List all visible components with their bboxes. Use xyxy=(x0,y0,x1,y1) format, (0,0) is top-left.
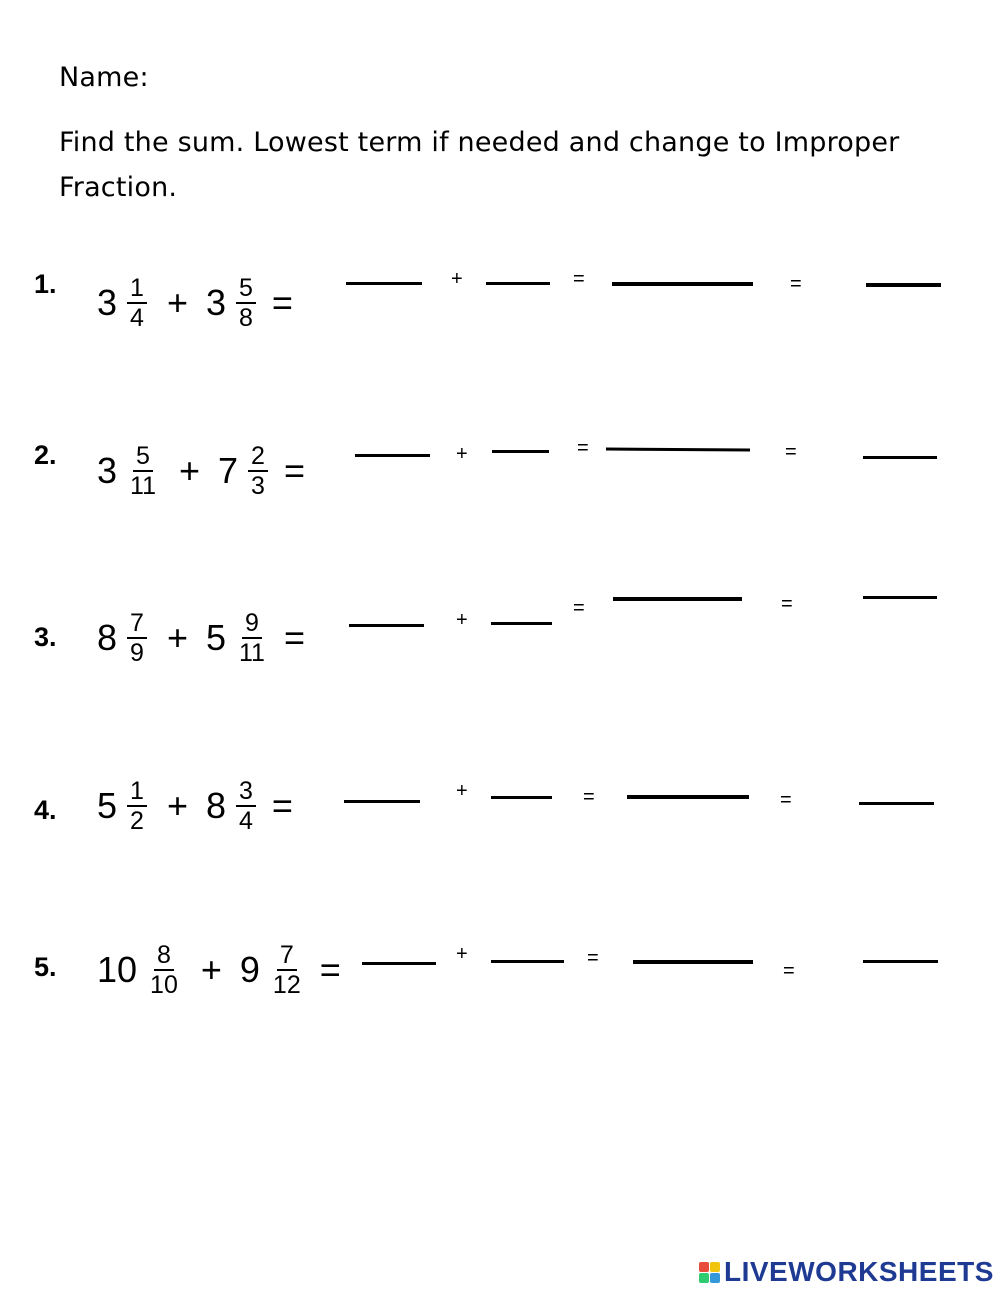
plus-sign: + xyxy=(166,617,188,658)
plus-sign: + xyxy=(456,609,468,631)
whole-number: 7 xyxy=(218,450,239,491)
whole-number: 9 xyxy=(239,949,260,990)
problem-5 xyxy=(0,932,1000,1032)
numerator: 1 xyxy=(127,275,147,304)
equals-sign: = xyxy=(790,273,802,295)
numerator: 7 xyxy=(277,942,297,971)
problem-3 xyxy=(0,592,1000,692)
problem-expression xyxy=(97,610,305,666)
denominator: 4 xyxy=(239,807,253,835)
logo-square xyxy=(699,1273,709,1283)
problem-expression xyxy=(97,942,341,998)
numerator: 2 xyxy=(248,443,268,472)
answer-blank[interactable] xyxy=(863,960,938,963)
plus-sign: + xyxy=(178,450,201,491)
denominator: 11 xyxy=(239,639,265,667)
answer-blank[interactable] xyxy=(491,796,552,799)
plus-sign: + xyxy=(456,943,468,965)
fraction xyxy=(127,275,147,331)
equals-sign: = xyxy=(573,268,585,290)
equals-sign: = xyxy=(577,437,589,459)
answer-blank[interactable] xyxy=(491,622,552,625)
denominator: 12 xyxy=(272,971,301,999)
denominator: 10 xyxy=(150,971,178,999)
fraction xyxy=(127,778,147,834)
problem-expression xyxy=(97,275,293,331)
numerator: 1 xyxy=(127,778,147,807)
problem-number: 3. xyxy=(34,622,57,652)
equals-sign: = xyxy=(283,450,305,491)
answer-blank[interactable] xyxy=(355,454,430,457)
whole-number: 10 xyxy=(97,949,138,990)
equals-sign: = xyxy=(583,786,595,808)
numerator: 3 xyxy=(236,778,256,807)
denominator: 3 xyxy=(251,472,265,500)
whole-number: 8 xyxy=(97,617,118,658)
whole-number: 5 xyxy=(97,785,118,826)
problem-expression xyxy=(97,778,293,834)
answer-blank[interactable] xyxy=(492,450,549,453)
answer-blank[interactable] xyxy=(627,795,749,799)
denominator: 4 xyxy=(130,304,144,332)
numerator: 5 xyxy=(236,275,256,304)
numerator: 8 xyxy=(154,942,174,971)
whole-number: 3 xyxy=(97,450,118,491)
fraction xyxy=(127,610,147,666)
answer-blank[interactable] xyxy=(633,960,753,964)
answer-blank[interactable] xyxy=(859,802,934,805)
equals-sign: = xyxy=(780,789,792,811)
problem-number: 4. xyxy=(34,795,57,825)
logo-icon xyxy=(699,1262,720,1283)
whole-number: 3 xyxy=(97,282,118,323)
answer-blank[interactable] xyxy=(362,962,436,965)
logo-square xyxy=(699,1262,709,1272)
fraction xyxy=(127,443,159,499)
whole-number: 8 xyxy=(205,785,226,826)
plus-sign: + xyxy=(200,949,222,990)
logo-square xyxy=(710,1262,720,1272)
equals-sign: = xyxy=(271,282,293,323)
denominator: 8 xyxy=(239,304,253,332)
fraction xyxy=(236,610,268,666)
problem-number: 2. xyxy=(34,440,57,470)
plus-sign: + xyxy=(456,443,468,465)
denominator: 11 xyxy=(130,472,156,500)
answer-blank[interactable] xyxy=(612,282,753,286)
liveworksheets-logo xyxy=(699,1256,994,1288)
answer-blank[interactable] xyxy=(606,447,750,451)
equals-sign: = xyxy=(283,617,305,658)
numerator: 7 xyxy=(127,610,147,639)
answer-blank[interactable] xyxy=(349,624,424,627)
problem-4 xyxy=(0,768,1000,868)
problem-number: 1. xyxy=(34,269,57,299)
whole-number: 3 xyxy=(205,282,226,323)
denominator: 2 xyxy=(130,807,144,835)
fraction xyxy=(236,778,256,834)
problem-2 xyxy=(0,428,1000,528)
instructions: Find the sum. Lowest term if needed and change to Improper Fraction. xyxy=(59,127,900,203)
answer-blank[interactable] xyxy=(863,456,937,459)
equals-sign: = xyxy=(319,949,341,990)
equals-sign: = xyxy=(587,947,599,969)
logo-text: LIVEWORKSHEETS xyxy=(724,1256,994,1287)
equals-sign: = xyxy=(573,597,585,619)
logo-square xyxy=(710,1273,720,1283)
plus-sign: + xyxy=(166,282,188,323)
answer-blank[interactable] xyxy=(613,597,742,601)
problem-expression xyxy=(97,443,305,499)
answer-blank[interactable] xyxy=(344,800,420,803)
name-label: Name: xyxy=(59,62,149,93)
plus-sign: + xyxy=(166,785,188,826)
answer-blank[interactable] xyxy=(346,282,422,285)
answer-blank[interactable] xyxy=(863,596,937,599)
numerator: 9 xyxy=(242,610,262,639)
answer-blank[interactable] xyxy=(491,960,564,963)
equals-sign: = xyxy=(781,593,793,615)
problem-1 xyxy=(0,255,1000,355)
equals-sign: = xyxy=(785,441,797,463)
equals-sign: = xyxy=(271,785,293,826)
fraction xyxy=(236,275,256,331)
problem-number: 5. xyxy=(34,952,57,982)
plus-sign: + xyxy=(451,268,463,290)
whole-number: 5 xyxy=(205,617,226,658)
answer-blank[interactable] xyxy=(486,282,550,285)
denominator: 9 xyxy=(130,639,144,667)
numerator: 5 xyxy=(133,443,153,472)
fraction xyxy=(248,443,268,499)
equals-sign: = xyxy=(783,960,795,982)
plus-sign: + xyxy=(456,780,468,802)
fraction xyxy=(147,942,181,998)
fraction xyxy=(270,942,304,998)
answer-blank[interactable] xyxy=(866,283,941,287)
